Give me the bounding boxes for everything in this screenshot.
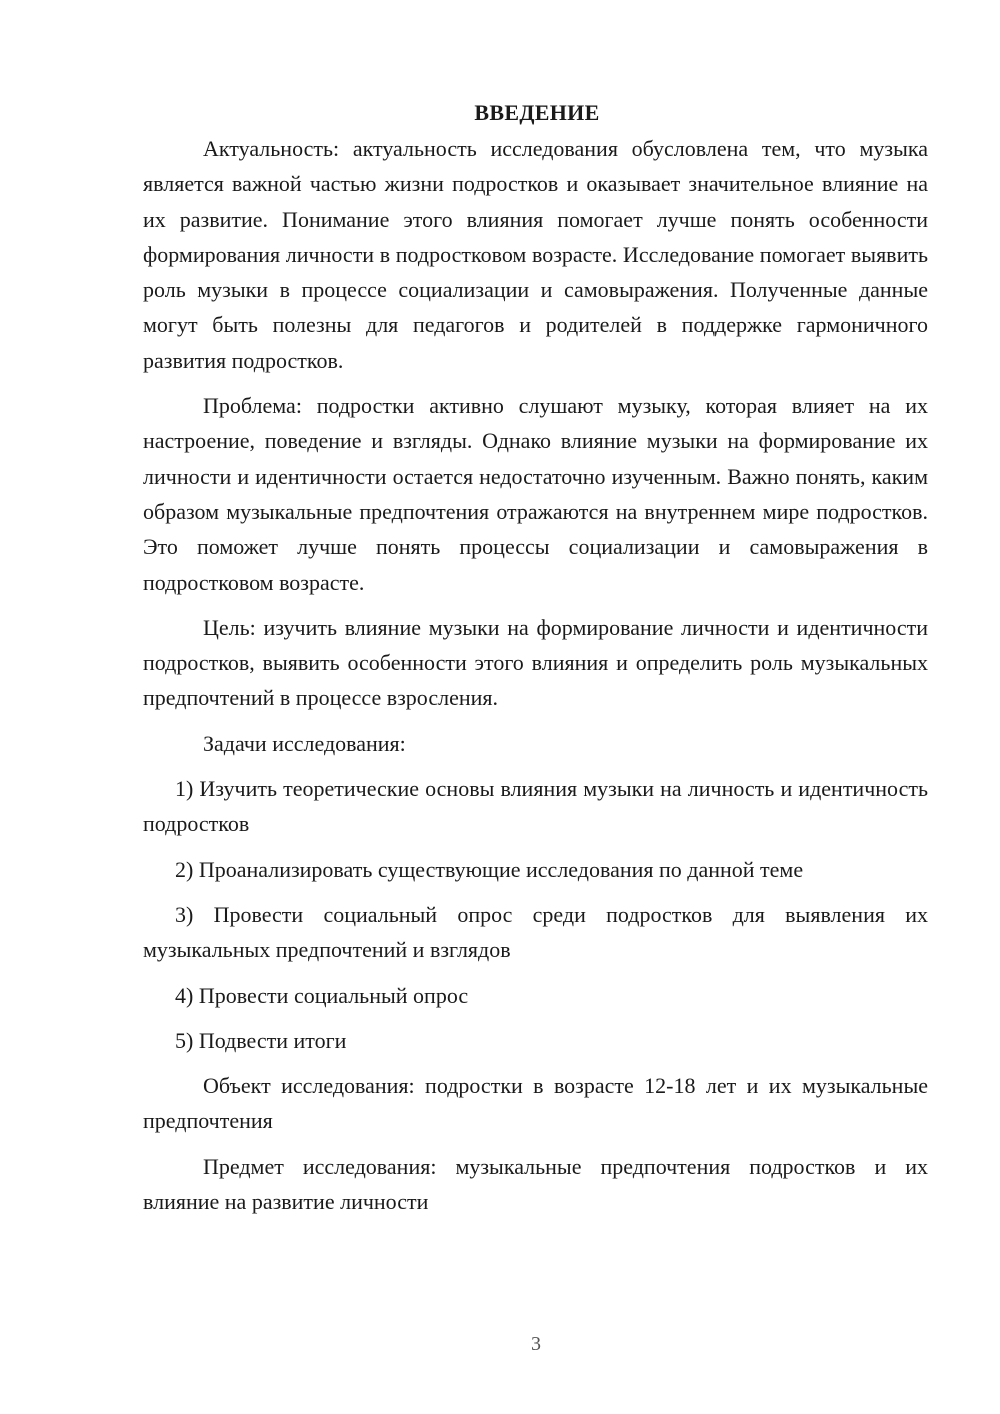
task-item-5: 5) Подвести итоги (175, 1027, 347, 1053)
paragraph-object: Объект исследования: подростки в возрасте 12-18 лет и их музыкальные предпочтения (143, 1073, 928, 1134)
page-number: 3 (531, 1333, 541, 1355)
paragraph-tasks-heading: Задачи исследования: (203, 730, 406, 756)
task-item-1: 1) Изучить теоретические основы влияния музыки на личность и идентичность подростков (143, 776, 928, 837)
paragraph-goal: Цель: изучить влияние музыки на формирование личности и идентичности подростков, выявить особенности этого влияния и определить роль музыкальных предпочтений в процессе взросления. (143, 614, 928, 711)
paragraph-subject: Предмет исследования: музыкальные предпочтения подростков и их влияние на развитие личности (143, 1153, 928, 1215)
task-item-3: 3) Провести социальный опрос среди подростков для выявления их музыкальных предпочтений и взглядов (143, 901, 928, 963)
task-item-2: 2) Проанализировать существующие исследования по данной теме (175, 856, 804, 882)
document-page (143, 95, 928, 1229)
section-title: ВВЕДЕНИЕ (474, 100, 600, 125)
paragraph-relevance: Актуальность: актуальность исследования обусловлена тем, что музыка является важной частью жизни подростков и оказывает значительное влияние на их развитие. Понимание этого влияния помогает лучше понять особенности формирования личности в подростковом возрасте. Исследование помогает выявить роль музыки в процессе социализации и самовыражения. Полученные данные могут быть полезны для педагогов и родителей в поддержке гармоничного развития подростков. (143, 136, 928, 373)
paragraph-problem: Проблема: подростки активно слушают музыку, которая влияет на их настроение, поведение и взгляды. Однако влияние музыки на формирование их личности и идентичности остается недостаточно изученным. Важно понять, каким образом музыкальные предпочтения отражаются на внутреннем мире подростков. Это поможет лучше понять процессы социализации и самовыражения в подростковом возрасте. (143, 393, 928, 595)
task-item-4: 4) Провести социальный опрос (175, 982, 469, 1008)
